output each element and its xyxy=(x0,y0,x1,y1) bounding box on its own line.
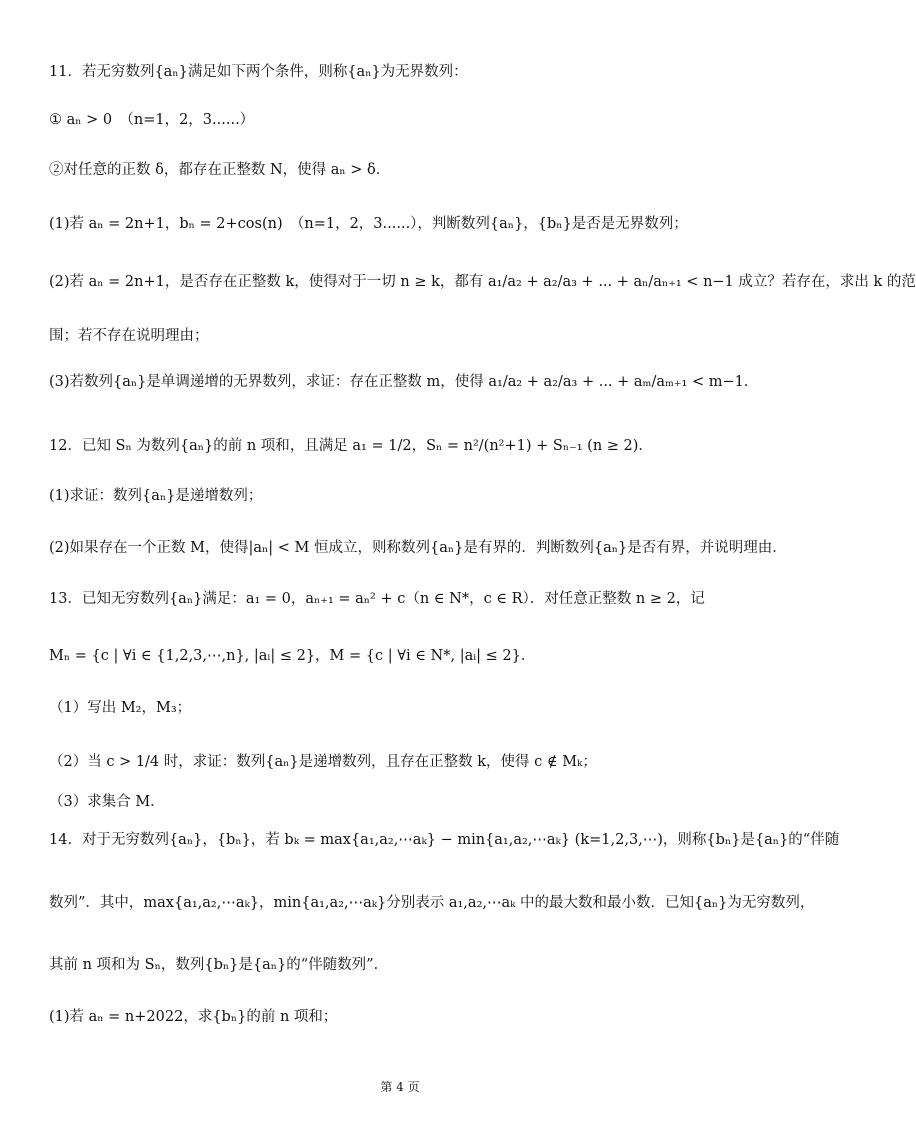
problem-14-stem-cont-1: 数列”．其中，max{a₁,a₂,⋯aₖ}，min{a₁,a₂,⋯aₖ}分别表示 a₁,a₂,⋯aₖ 中的最大数和最小数．已知{aₙ}为无穷数列， xyxy=(49,895,815,911)
problem-12-part-1: (1)求证：数列{aₙ}是递增数列； xyxy=(49,488,263,504)
problem-13-stem: 13．已知无穷数列{aₙ}满足：a₁ = 0，aₙ₊₁ = aₙ² + c（n ∈ N*，c ∈ R）．对任意正整数 n ≥ 2，记 xyxy=(49,591,705,607)
problem-13-part-1: （1）写出 M₂，M₃； xyxy=(49,700,192,716)
problem-14-part-1: (1)若 aₙ = n+2022，求{bₙ}的前 n 项和； xyxy=(49,1009,338,1025)
page-number: 第 4 页 xyxy=(380,1080,420,1094)
problem-11-part-2: (2)若 aₙ = 2n+1，是否存在正整数 k，使得对于一切 n ≥ k，都有 a₁/a₂ + a₂/a₃ + ... + aₙ/aₙ₊₁ < n−1 成立？若存在，求出 k 的范 xyxy=(49,274,916,290)
problem-13-part-2: （2）当 c > 1/4 时，求证：数列{aₙ}是递增数列，且存在正整数 k，使得 c ∉ Mₖ； xyxy=(49,754,597,770)
problem-12-stem: 12．已知 Sₙ 为数列{aₙ}的前 n 项和，且满足 a₁ = 1/2，Sₙ = n²/(n²+1) + Sₙ₋₁ (n ≥ 2)． xyxy=(49,438,653,454)
problem-11-condition-1: ① aₙ > 0 （n=1，2，3......） xyxy=(49,112,255,128)
problem-13-part-3: （3）求集合 M． xyxy=(49,794,165,810)
problem-14-stem: 14．对于无穷数列{aₙ}，{bₙ}，若 bₖ = max{a₁,a₂,⋯aₖ} − min{a₁,a₂,⋯aₖ} (k=1,2,3,⋯)，则称{bₙ}是{aₙ}的“伴随 xyxy=(49,832,840,848)
problem-11-condition-2: ②对任意的正数 δ，都存在正整数 N，使得 aₙ > δ． xyxy=(49,162,391,178)
problem-14-stem-cont-2: 其前 n 项和为 Sₙ，数列{bₙ}是{aₙ}的“伴随数列”． xyxy=(49,957,389,973)
problem-11-part-3: (3)若数列{aₙ}是单调递增的无界数列，求证：存在正整数 m，使得 a₁/a₂ + a₂/a₃ + ... + aₘ/aₘ₊₁ < m−1． xyxy=(49,374,759,390)
problem-11-part-1: (1)若 aₙ = 2n+1，bₙ = 2+cos(n) （n=1，2，3......），判断数列{aₙ}，{bₙ}是否是无界数列； xyxy=(49,216,688,232)
problem-11-part-2-cont: 围；若不存在说明理由； xyxy=(49,328,209,344)
problem-11-stem: 11．若无穷数列{aₙ}满足如下两个条件，则称{aₙ}为无界数列： xyxy=(49,64,468,80)
problem-12-part-2: (2)如果存在一个正数 M，使得|aₙ| < M 恒成立，则称数列{aₙ}是有界的．判断数列{aₙ}是否有界，并说明理由． xyxy=(49,540,787,556)
problem-13-definition: Mₙ = {c | ∀i ∈ {1,2,3,⋯,n}, |aᵢ| ≤ 2}，M = {c | ∀i ∈ N*, |aᵢ| ≤ 2}． xyxy=(49,648,536,664)
